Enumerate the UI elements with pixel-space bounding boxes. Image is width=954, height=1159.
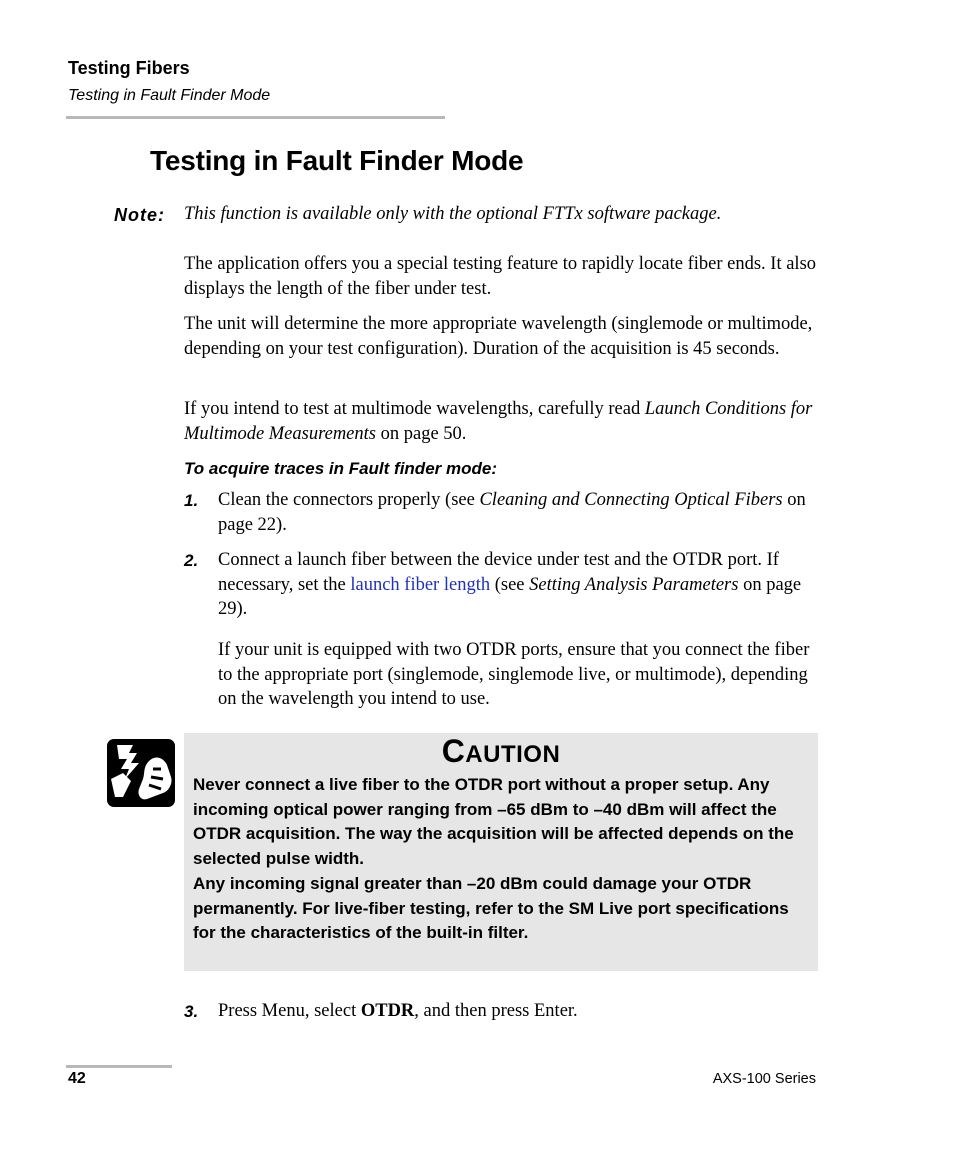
caution-title-rest: AUTION xyxy=(465,741,561,768)
step-number: 1. xyxy=(184,491,199,510)
cross-reference: Setting Analysis Parameters xyxy=(529,574,739,595)
intro-paragraph: The application offers you a special testing feature to rapidly locate fiber ends. It also displays the length of the fiber under test. xyxy=(184,254,817,299)
cross-reference: Launch Conditions for Multimode Measurements xyxy=(184,399,813,444)
step-text-part: Connect a launch fiber between the device under test and the OTDR port. If necessary, set the xyxy=(218,550,779,595)
footer-rule xyxy=(66,1065,172,1068)
step-text-part: on page 22). xyxy=(218,490,806,535)
note-label: Note: xyxy=(114,205,165,225)
step-text xyxy=(218,548,818,622)
step-text-part: , and then press Enter. xyxy=(414,1001,578,1021)
step-text-part: Press Menu, select xyxy=(218,1001,361,1021)
caution-paragraph: Never connect a live fiber to the OTDR port without a proper setup. Any incoming optical power ranging from –65 dBm to –40 dBm will affect the OTDR acquisition. The way the acquisition will be affected depends on the selected pulse width. xyxy=(193,775,794,869)
running-header-section: Testing in Fault Finder Mode xyxy=(68,87,271,104)
procedure-heading: To acquire traces in Fault finder mode: xyxy=(184,459,497,478)
caution-box xyxy=(184,733,818,971)
note-text: This function is available only with the optional FTTx software package. xyxy=(184,204,722,224)
step-text-part: on page 29). xyxy=(218,574,802,619)
caution-title-initial: C xyxy=(441,733,466,769)
step-text xyxy=(218,488,818,537)
wavelength-paragraph: The unit will determine the more appropriate wavelength (singlemode or multimode, depending on your test configuration). Duration of the acquisition is 45 seconds. xyxy=(184,314,813,359)
running-header-chapter: Testing Fibers xyxy=(68,58,190,78)
caution-paragraph: Any incoming signal greater than –20 dBm could damage your OTDR permanently. For live-fiber testing, refer to the SM Live port specifications for the characteristics of the built-in filter. xyxy=(193,873,789,943)
launch-fiber-length-link[interactable]: launch fiber length xyxy=(350,574,491,595)
hazard-hand-icon xyxy=(107,739,175,807)
header-rule xyxy=(66,116,445,119)
caution-body xyxy=(193,773,813,946)
caution-title xyxy=(184,733,818,770)
step-extra-paragraph: If your unit is equipped with two OTDR ports, ensure that you connect the fiber to the appropriate port (singlemode, singlemode live, or multimode), depending on the wavelength you intend to use. xyxy=(218,640,810,709)
paragraph-text: If you intend to test at multimode wavelengths, carefully read xyxy=(184,399,645,419)
step-number: 2. xyxy=(184,551,199,570)
cross-reference: Cleaning and Connecting Optical Fibers xyxy=(479,490,783,510)
step-number: 3. xyxy=(184,1002,199,1021)
step-text xyxy=(218,999,818,1024)
paragraph-text: on page 50. xyxy=(375,423,467,444)
page-number: 42 xyxy=(68,1070,86,1087)
multimode-paragraph xyxy=(184,397,824,446)
step-text-part: (see xyxy=(490,574,530,595)
menu-item-name: OTDR xyxy=(360,1001,415,1021)
product-name: AXS-100 Series xyxy=(712,1071,816,1087)
step-text-part: Clean the connectors properly (see xyxy=(218,490,480,510)
page-title: Testing in Fault Finder Mode xyxy=(150,145,524,176)
